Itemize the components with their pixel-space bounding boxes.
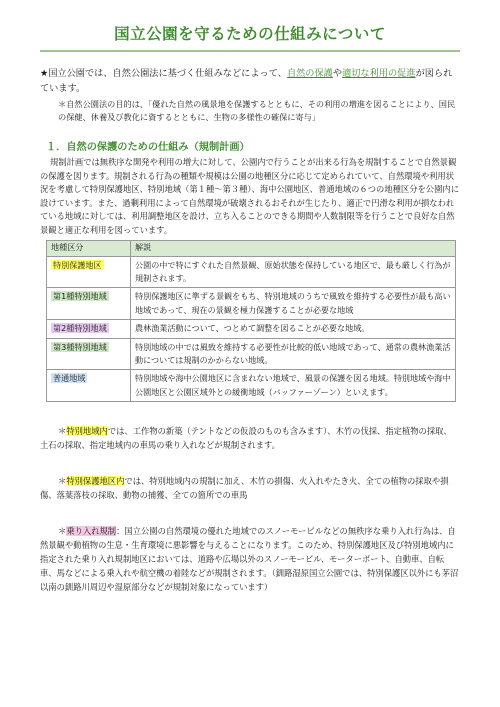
desc-cell: 農林漁業活動について、つとめて調整を図ることが必要な地域。 <box>131 320 456 338</box>
zone-cell <box>47 288 131 320</box>
note-tokubetsu <box>40 424 460 452</box>
note-text-norii: ：国立公園の自然環境の優れた地域でのスノーモービルなどの無秩序な乗り入れ行為は、自然景観や動植物の生息・生育環境に悪影響を与えることになります。このため、特別保護地区及び特別地域内に指定された乗り入れ規制地区においては、道路や広場以外のスノーモービル、モーターボート、自動車、自転車、馬などによる乗入れや航空機の着陸などが規制されます。（釧路湿原国立公園では、特別保護区以外にも茅沼以南の釧路川周辺や湿原部分などが規制対象になっています） <box>40 526 459 593</box>
table-row <box>47 338 456 370</box>
note-hogo <box>40 474 460 502</box>
zone-label: 特別保護地区 <box>53 259 102 270</box>
zone-label: 普通地域 <box>53 373 86 384</box>
desc-cell: 公園の中で特にすぐれた自然景観、原始状態を保持している地区で、最も厳しく行為が規制されます。 <box>131 256 456 288</box>
note-text-hogo: では、特別地域内の規制に加え、木竹の損傷、火入れやたき火、全ての植物の採取や損傷、落葉落枝の採取、動物の捕獲、全ての箇所での車馬 <box>40 476 449 501</box>
intro-text-1: ★国立公園では、自然公園法に基づく仕組みなどによって、 <box>40 68 287 79</box>
zone-label: 第3種特別地域 <box>53 341 107 352</box>
desc-cell: 特別地域の中では風致を維持する必要性が比較的低い地域であって、通常の農林漁業活動については規制のかからない地域。 <box>131 338 456 370</box>
intro-paragraph <box>40 66 460 96</box>
intro-note: ＊自然公園法の目的は、「優れた自然の風景地を保護するとともに、その利用の増進を図ることにより、国民の保健、休養及び教化に資するとともに、生物の多様性の確保に寄与」 <box>58 99 456 122</box>
note-mark: ＊ <box>58 426 67 437</box>
table-row <box>47 320 456 338</box>
table-header-desc: 解説 <box>131 240 456 256</box>
desc-cell: 特別保護地区に準ずる景観をもち、特別地域のうちで風致を維持する必要性が最も高い地域であって、現在の景観を極力保護することが必要な地域 <box>131 288 456 320</box>
table-row <box>47 370 456 402</box>
zone-cell <box>47 370 131 402</box>
zone-cell <box>47 256 131 288</box>
note-term-tokubetsu: 特別地域内 <box>66 426 108 437</box>
note-mark: ＊ <box>58 526 67 537</box>
zone-cell <box>47 320 131 338</box>
page-title: 国立公園を守るための仕組みについて <box>40 22 460 52</box>
intro-highlight-use: 適切な利用の促進 <box>342 68 416 79</box>
table-row <box>47 288 456 320</box>
note-text-tokubetsu: では、工作物の新築（テントなどの仮設のものも含みます）、木竹の伐採、指定植物の採取、土石の採取、指定地域内の車馬の乗り入れなどが規制されます。 <box>40 426 452 451</box>
note-term-norii: 乗り入れ規制 <box>66 526 117 537</box>
intro-text-2: や <box>332 68 343 79</box>
section-body: 規制計画では無秩序な開発や利用の増大に対して、公園内で行うことが出来る行為を規制することで自然景観の保護を図ります。規制される行為の種類や規模は公園の地種区分に応じて定められていて、自然環境や利用状況を考慮して特別保護地区、特別地域（第１種～第３種）、海中公園地区、普通地域の６つの地種区分を公園内に設けています。また、過剰利用によって自然環境が破壊されるおそれが生じたり、適正で円滑な利用が損なわれている地域に対しては、利用調整地区を設け、立ち入ることのできる期間や人数制限等を行うことで良好な自然景観と適正な利用を図っています。 <box>40 157 459 235</box>
zone-cell <box>47 338 131 370</box>
zone-label: 第1種特別地域 <box>53 291 107 302</box>
table-header-row <box>47 240 456 256</box>
section-heading: １．自然の保護のための仕組み（規制計画） <box>46 142 250 153</box>
table-row <box>47 256 456 288</box>
note-term-hogo: 特別保護地区内 <box>66 476 125 487</box>
zone-table <box>46 240 456 403</box>
desc-cell: 特別地域や海中公園地区に含まれない地域で、風景の保護を図る地域。特別地域や海中公園地区と公園区域外との緩衝地域（バッファーゾーン）といえます。 <box>131 370 456 402</box>
note-mark: ＊ <box>58 476 67 487</box>
table-header-zone: 地種区分 <box>47 240 131 256</box>
intro-highlight-protection: 自然の保護 <box>286 68 333 79</box>
intro-text-3: が図られています。 <box>40 68 453 94</box>
zone-label: 第2種特別地域 <box>53 323 107 334</box>
note-norii <box>40 524 460 594</box>
